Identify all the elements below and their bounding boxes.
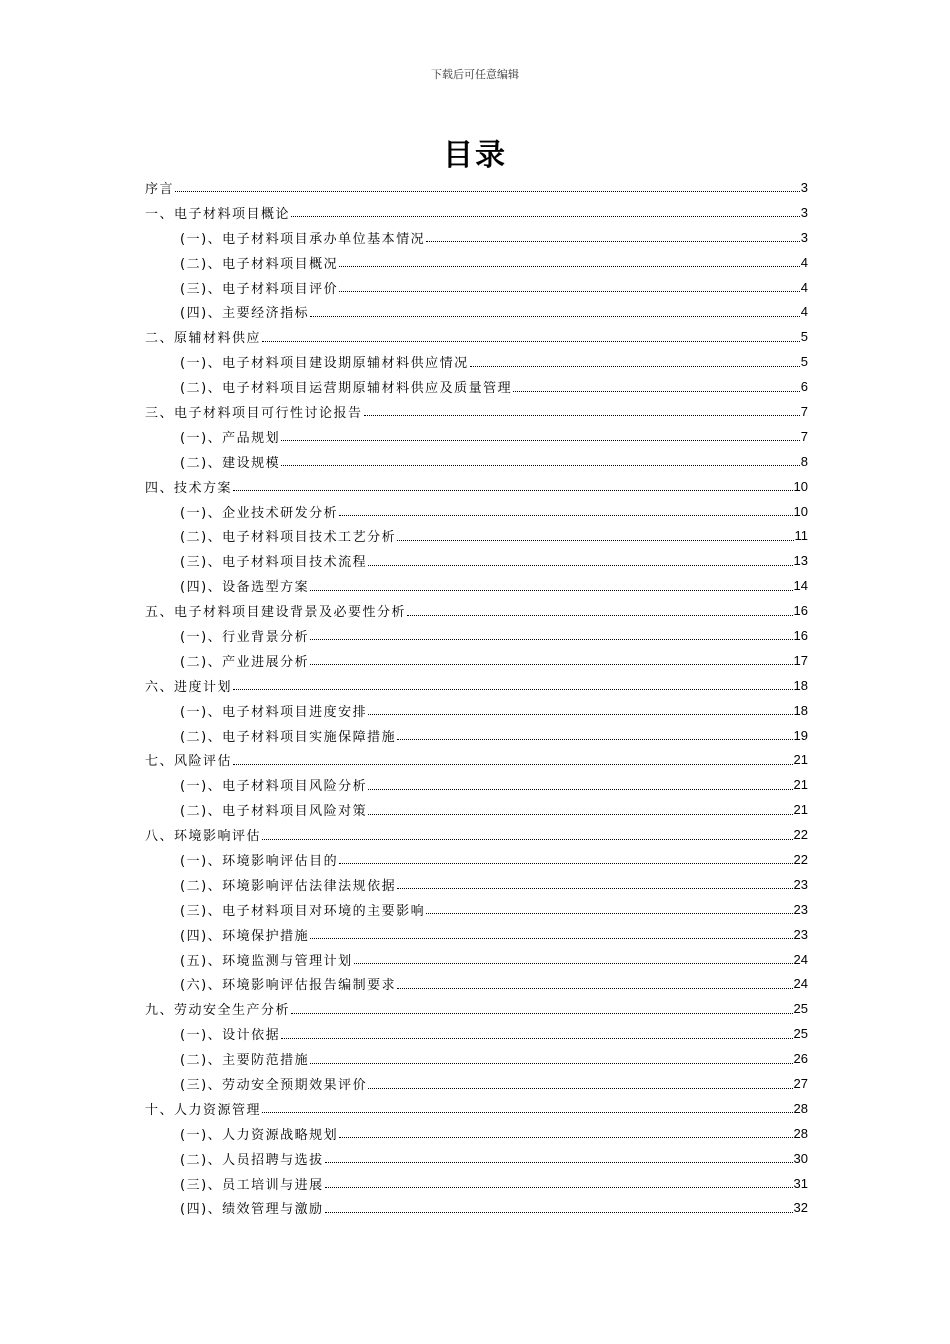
toc-dot-leader bbox=[354, 950, 793, 964]
toc-entry[interactable] bbox=[145, 275, 808, 300]
toc-entry-title: (二)、人员招聘与选拔 bbox=[180, 1152, 324, 1168]
toc-page-number: 16 bbox=[793, 603, 808, 619]
toc-entry[interactable] bbox=[145, 996, 808, 1021]
toc-entry-title: 一、电子材料项目概论 bbox=[145, 206, 291, 222]
toc-entry[interactable] bbox=[145, 1071, 808, 1096]
toc-entry-title: (四)、主要经济指标 bbox=[180, 306, 310, 322]
toc-dot-leader bbox=[262, 826, 793, 840]
toc-dot-leader bbox=[364, 402, 800, 416]
toc-entry[interactable] bbox=[145, 250, 808, 275]
toc-entry-title: (三)、电子材料项目技术流程 bbox=[180, 555, 368, 571]
toc-dot-leader bbox=[426, 228, 800, 242]
toc-page-number: 14 bbox=[793, 578, 808, 594]
toc-page-number: 7 bbox=[800, 428, 808, 444]
toc-entry[interactable] bbox=[145, 399, 808, 424]
toc-dot-leader bbox=[397, 875, 792, 889]
toc-entry-title: (一)、电子材料项目进度安排 bbox=[180, 704, 368, 720]
toc-page-number: 17 bbox=[793, 652, 808, 668]
toc-page-number: 10 bbox=[793, 503, 808, 519]
toc-page-number: 6 bbox=[800, 379, 808, 395]
toc-entry[interactable] bbox=[145, 822, 808, 847]
toc-page-number: 13 bbox=[793, 553, 808, 569]
toc-entry[interactable] bbox=[145, 922, 808, 947]
toc-page-number: 5 bbox=[800, 354, 808, 370]
toc-entry-title: (二)、电子材料项目风险对策 bbox=[180, 804, 368, 820]
toc-page-number: 23 bbox=[793, 926, 808, 942]
toc-page-number: 18 bbox=[793, 702, 808, 718]
toc-entry-title: (四)、绩效管理与激励 bbox=[180, 1202, 324, 1218]
toc-entry-title: (一)、产品规划 bbox=[180, 430, 281, 446]
toc-page-number: 16 bbox=[793, 627, 808, 643]
toc-dot-leader bbox=[233, 676, 793, 690]
toc-entry-title: (一)、行业背景分析 bbox=[180, 629, 310, 645]
toc-entry-title: (二)、电子材料项目实施保障措施 bbox=[180, 729, 397, 745]
toc-entry-title: (三)、员工培训与进展 bbox=[180, 1177, 324, 1193]
toc-page-number: 18 bbox=[793, 677, 808, 693]
toc-entry[interactable] bbox=[145, 947, 808, 972]
toc-entry[interactable] bbox=[145, 1171, 808, 1196]
toc-page-number: 4 bbox=[800, 304, 808, 320]
toc-entry-title: (三)、电子材料项目对环境的主要影响 bbox=[180, 903, 426, 919]
toc-entry-title: 三、电子材料项目可行性讨论报告 bbox=[145, 405, 363, 421]
toc-entry-title: (三)、电子材料项目评价 bbox=[180, 281, 339, 297]
toc-dot-leader bbox=[368, 552, 792, 566]
toc-entry[interactable] bbox=[145, 1121, 808, 1146]
toc-dot-leader bbox=[397, 975, 792, 989]
toc-entry[interactable] bbox=[145, 1196, 808, 1221]
toc-dot-leader bbox=[175, 178, 800, 192]
toc-entry[interactable] bbox=[145, 324, 808, 349]
toc-dot-leader bbox=[233, 477, 793, 491]
toc-dot-leader bbox=[281, 452, 800, 466]
toc-entry-title: (二)、电子材料项目概况 bbox=[180, 256, 339, 272]
toc-entry-title: (一)、设计依据 bbox=[180, 1028, 281, 1044]
toc-page-number: 3 bbox=[800, 179, 808, 195]
page-title: 目录 bbox=[443, 138, 507, 173]
toc-entry-title: (五)、环境监测与管理计划 bbox=[180, 953, 353, 969]
toc-page-number: 24 bbox=[793, 976, 808, 992]
toc-entry[interactable] bbox=[145, 548, 808, 573]
toc-dot-leader bbox=[339, 850, 792, 864]
toc-entry-title: 六、进度计划 bbox=[145, 679, 233, 695]
toc-entry-title: (一)、人力资源战略规划 bbox=[180, 1127, 339, 1143]
toc-page-number: 10 bbox=[793, 478, 808, 494]
toc-entry-title: (三)、劳动安全预期效果评价 bbox=[180, 1078, 368, 1093]
toc-dot-leader bbox=[262, 1099, 793, 1113]
toc-dot-leader bbox=[339, 278, 800, 292]
toc-entry[interactable] bbox=[145, 1021, 808, 1046]
toc-dot-leader bbox=[368, 776, 792, 790]
toc-page-number: 26 bbox=[793, 1051, 808, 1067]
toc-entry-title: (四)、环境保护措施 bbox=[180, 928, 310, 944]
toc-entry-title: (四)、设备选型方案 bbox=[180, 580, 310, 596]
toc-page-number: 31 bbox=[793, 1175, 808, 1191]
toc-page-number: 3 bbox=[800, 204, 808, 220]
toc-page-number: 23 bbox=[793, 901, 808, 917]
toc-entry[interactable] bbox=[145, 747, 808, 772]
toc-entry[interactable] bbox=[145, 374, 808, 399]
toc-dot-leader bbox=[310, 303, 800, 317]
toc-entry[interactable] bbox=[145, 847, 808, 872]
toc-page-number: 28 bbox=[793, 1100, 808, 1116]
toc-entry-title: 九、劳动安全生产分析 bbox=[145, 1003, 291, 1019]
toc-entry[interactable] bbox=[145, 598, 808, 623]
toc-dot-leader bbox=[233, 751, 793, 765]
toc-entry-title: 二、原辅材料供应 bbox=[145, 331, 262, 347]
toc-page-number: 30 bbox=[793, 1150, 808, 1166]
toc-dot-leader bbox=[470, 353, 800, 367]
toc-entry-title: 七、风险评估 bbox=[145, 754, 233, 770]
toc-entry[interactable] bbox=[145, 175, 808, 200]
toc-entry-title: (二)、主要防范措施 bbox=[180, 1053, 310, 1069]
toc-page-number: 32 bbox=[793, 1200, 808, 1216]
toc-entry[interactable] bbox=[145, 772, 808, 797]
toc-page-number: 27 bbox=[793, 1076, 808, 1091]
toc-entry[interactable] bbox=[145, 499, 808, 524]
toc-page-number: 21 bbox=[793, 777, 808, 793]
toc-entry[interactable] bbox=[145, 424, 808, 449]
toc-dot-leader bbox=[310, 925, 792, 939]
toc-entry-title: 十、人力资源管理 bbox=[145, 1102, 262, 1118]
toc-entry[interactable] bbox=[145, 1096, 808, 1121]
toc-entry-title: (二)、环境影响评估法律法规依据 bbox=[180, 878, 397, 894]
toc-entry[interactable] bbox=[145, 200, 808, 225]
toc-entry[interactable] bbox=[145, 299, 808, 324]
toc-entry-title: (二)、电子材料项目技术工艺分析 bbox=[180, 530, 397, 546]
toc-page-number: 4 bbox=[800, 254, 808, 270]
toc-entry[interactable] bbox=[145, 225, 808, 250]
toc-dot-leader bbox=[325, 1174, 793, 1188]
toc-entry-title: (二)、建设规模 bbox=[180, 455, 281, 471]
toc-dot-leader bbox=[426, 900, 792, 914]
toc-entry-title: (一)、电子材料项目建设期原辅材料供应情况 bbox=[180, 356, 469, 372]
toc-entry-title: (六)、环境影响评估报告编制要求 bbox=[180, 978, 397, 994]
toc-entry-title: (一)、企业技术研发分析 bbox=[180, 505, 339, 521]
toc-dot-leader bbox=[291, 203, 800, 217]
toc-entry[interactable] bbox=[145, 648, 808, 673]
toc-dot-leader bbox=[310, 626, 792, 640]
page-header: 下载后可任意编辑 bbox=[431, 68, 519, 81]
toc-page-number: 23 bbox=[793, 876, 808, 892]
toc-page-number: 28 bbox=[793, 1125, 808, 1141]
toc-entry[interactable] bbox=[145, 972, 808, 997]
toc-entry-title: 八、环境影响评估 bbox=[145, 829, 262, 845]
toc-page-number: 3 bbox=[800, 229, 808, 245]
toc-dot-leader bbox=[339, 502, 792, 516]
toc-entry[interactable] bbox=[145, 1146, 808, 1171]
toc-dot-leader bbox=[310, 651, 792, 665]
toc-entry[interactable] bbox=[145, 449, 808, 474]
toc-dot-leader bbox=[407, 602, 793, 616]
toc-entry[interactable] bbox=[145, 623, 808, 648]
toc-entry-title: 序言 bbox=[145, 181, 175, 197]
toc-dot-leader bbox=[281, 1025, 792, 1039]
toc-entry[interactable] bbox=[145, 1046, 808, 1071]
toc-dot-leader bbox=[291, 1000, 793, 1014]
toc-dot-leader bbox=[397, 726, 792, 740]
toc-page-number: 21 bbox=[793, 802, 808, 818]
toc-entry[interactable] bbox=[145, 698, 808, 723]
toc-dot-leader bbox=[281, 427, 800, 441]
toc-entry[interactable] bbox=[145, 897, 808, 922]
toc-dot-leader bbox=[339, 253, 800, 267]
toc-entry-title: (二)、产业进展分析 bbox=[180, 654, 310, 670]
toc-page-number: 19 bbox=[793, 727, 808, 743]
toc-dot-leader bbox=[368, 1075, 792, 1089]
toc-page-number: 21 bbox=[793, 752, 808, 768]
toc-page-number: 24 bbox=[793, 951, 808, 967]
toc-page-number: 8 bbox=[800, 453, 808, 469]
toc-entry[interactable] bbox=[145, 797, 808, 822]
toc-entry-title: 五、电子材料项目建设背景及必要性分析 bbox=[145, 605, 407, 621]
toc-entry[interactable] bbox=[145, 474, 808, 499]
table-of-contents bbox=[145, 175, 808, 1220]
toc-entry[interactable] bbox=[145, 523, 808, 548]
toc-entry-title: 四、技术方案 bbox=[145, 480, 233, 496]
toc-entry-title: (一)、电子材料项目承办单位基本情况 bbox=[180, 231, 426, 247]
toc-page-number: 22 bbox=[793, 827, 808, 843]
toc-dot-leader bbox=[262, 328, 800, 342]
toc-entry[interactable] bbox=[145, 723, 808, 748]
toc-dot-leader bbox=[513, 378, 800, 392]
toc-entry[interactable] bbox=[145, 872, 808, 897]
toc-page-number: 4 bbox=[800, 279, 808, 295]
toc-entry-title: (二)、电子材料项目运营期原辅材料供应及质量管理 bbox=[180, 381, 513, 397]
toc-entry-title: (一)、环境影响评估目的 bbox=[180, 853, 339, 869]
toc-page-number: 5 bbox=[800, 329, 808, 345]
toc-entry[interactable] bbox=[145, 673, 808, 698]
toc-dot-leader bbox=[368, 801, 792, 815]
toc-dot-leader bbox=[368, 701, 792, 715]
toc-page-number: 22 bbox=[793, 851, 808, 867]
toc-dot-leader bbox=[325, 1199, 793, 1213]
toc-page-number: 7 bbox=[800, 403, 808, 419]
toc-page-number: 25 bbox=[793, 1001, 808, 1017]
toc-entry[interactable] bbox=[145, 349, 808, 374]
toc-dot-leader bbox=[310, 1050, 792, 1064]
toc-entry-title: (一)、电子材料项目风险分析 bbox=[180, 779, 368, 795]
toc-dot-leader bbox=[339, 1124, 792, 1138]
toc-page-number: 25 bbox=[793, 1026, 808, 1042]
toc-dot-leader bbox=[310, 577, 792, 591]
toc-dot-leader bbox=[397, 527, 793, 541]
toc-entry[interactable] bbox=[145, 573, 808, 598]
toc-dot-leader bbox=[325, 1149, 793, 1163]
toc-page-number: 11 bbox=[794, 528, 808, 544]
